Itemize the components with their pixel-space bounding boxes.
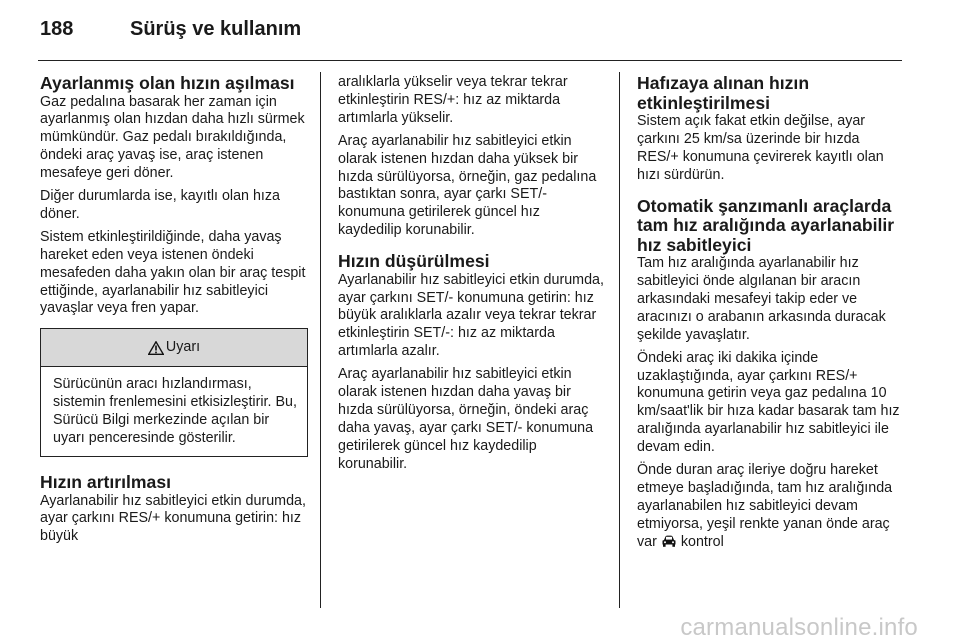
paragraph: Tam hız aralığında ayarlanabilir hız sabitleyici önde algılanan bir aracın arkasındaki mesafeyi takip eder ve aracınızı o arabanın arkasında duracak şekilde yavaşlatır. <box>637 255 886 343</box>
heading-resume-speed: Hafızaya alınan hızın etkinleştirilmesi <box>637 73 810 113</box>
paragraph-text-end: kontrol <box>680 533 724 550</box>
watermark: carmanualsonline.info <box>680 614 918 641</box>
heading-full-speed-range: Otomatik şanzımanlı araçlarda tam hız aralığında ayarlanabilir hız sabitleyici <box>637 195 895 255</box>
paragraph: aralıklarla yükselir veya tekrar tekrar etkinleştirin RES/+: hız az miktarda artımlarla yükselir. <box>338 74 568 126</box>
section-title: Sürüş ve kullanım <box>130 18 302 40</box>
column-divider-1 <box>320 72 321 608</box>
paragraph: Öndeki araç iki dakika içinde uzaklaştığında, ayar çarkını RES/+ konumuna getirin veya gaz pedalına 10 km/saat'lik bir hıza kadar basarak tam hız aralığında ayarlanabilir hız sabitleyici ile devam edin. <box>637 349 900 456</box>
paragraph: Araç ayarlanabilir hız sabitleyici etkin olarak istenen hızdan daha yavaş bir hızda sürülüyorsa, örneğin, öndeki araç daha yavaş, ayar çarkı SET/- konumuna getirilerek güncel hız kaydedilip korunabilir. <box>338 366 594 472</box>
paragraph: Ayarlanabilir hız sabitleyici etkin durumda, ayar çarkını SET/- konumuna getirin: hız büyük aralıklarla azalır veya tekrar tekrar etkinleştirin SET/-: hız az miktarda artımlarla azalır. <box>338 271 604 360</box>
paragraph: Diğer durumlarda ise, kayıtlı olan hıza döner. <box>40 188 280 222</box>
heading-decrease-speed: Hızın düşürülmesi <box>338 251 490 272</box>
column-2 <box>338 74 606 479</box>
heading-exceed-speed: Ayarlanmış olan hızın aşılması <box>40 73 295 93</box>
warning-text: Sürücünün aracı hızlandırması, sistemin frenlemesini etkisizleştirir. Bu, Sürücü Bilgi merkezinde açılan bir uyarı penceresinde gösterilir. <box>53 376 297 447</box>
heading-increase-speed: Hızın artırılması <box>40 472 172 492</box>
column-divider-2 <box>619 72 620 608</box>
paragraph: Sistem açık fakat etkin değilse, ayar çarkını 25 km/sa üzerinde bir hızda RES/+ konumuna çevirerek kayıtlı olan hızı sürdürün. <box>637 113 884 183</box>
paragraph-text: Önde duran araç ileriye doğru hareket etmeye başladığında, tam hız aralığında ayarlanabilen hız sabitleyici devam etmiyorsa, yeşil renkte yanan önde araç var <box>637 462 893 550</box>
vehicle-ahead-icon <box>661 535 677 547</box>
column-3 <box>637 74 905 557</box>
paragraph <box>637 462 905 552</box>
paragraph: Ayarlanabilir hız sabitleyici etkin durumda, ayar çarkını RES/+ konumuna getirin: hız büyük <box>40 492 306 545</box>
warning-header <box>41 329 307 367</box>
paragraph: Araç ayarlanabilir hız sabitleyici etkin olarak istenen hızdan daha yüksek bir hızda sürülüyorsa, örneğin, gaz pedalına bastıktan sonra, ayar çarkı SET/- konumuna getirilerek güncel hız kaydedilip korunabilir. <box>338 132 597 239</box>
paragraph: Sistem etkinleştirildiğinde, daha yavaş hareket eden veya istenen öndeki mesafeden daha yakın olan bir araç tespit ettiğinde, ayarlanabilir hız sabitleyici yavaşlar veya fren yapar. <box>40 228 306 317</box>
warning-title: Uyarı <box>165 338 201 355</box>
header-rule <box>38 60 902 61</box>
warning-triangle-icon <box>148 341 164 355</box>
paragraph: Gaz pedalına basarak her zaman için ayarlanmış olan hızdan daha hızlı sürmek mümkündür. Gaz pedalı bırakıldığında, öndeki araç yavaş ise, araç istenen mesafeye geri döner. <box>40 93 305 182</box>
column-1 <box>40 74 308 551</box>
page-number: 188 <box>40 18 74 40</box>
page-header <box>40 18 301 48</box>
warning-box <box>40 328 308 457</box>
